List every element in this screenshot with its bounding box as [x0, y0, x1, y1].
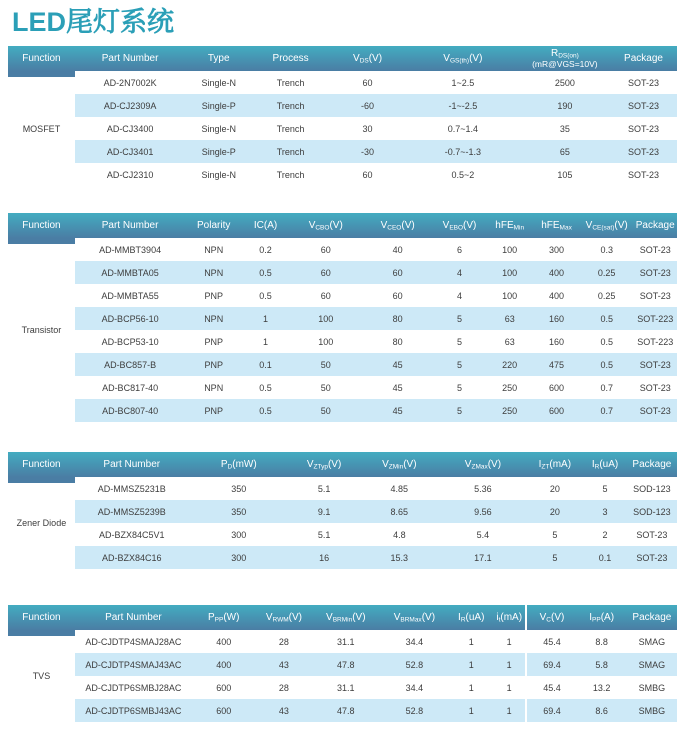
cell: 105 — [520, 163, 610, 186]
cell: 400 — [533, 284, 580, 307]
cell: SOT-23 — [633, 353, 677, 376]
cell: 300 — [189, 523, 289, 546]
cell: 28 — [256, 676, 313, 699]
cell: AD-MMBTA05 — [75, 261, 185, 284]
cell: 65 — [520, 140, 610, 163]
page-title: LED尾灯系统 — [12, 7, 174, 37]
cell: 100 — [289, 330, 363, 353]
table-row — [8, 500, 677, 523]
cell: 2 — [583, 523, 626, 546]
table-row — [8, 353, 677, 376]
cell: 63 — [486, 307, 533, 330]
cell: 1 — [242, 330, 289, 353]
column-header: IC(A) — [242, 213, 289, 238]
cell: 400 — [192, 630, 256, 653]
column-header: Type — [185, 46, 252, 71]
column-header: $I_{PP}(A)$ — [577, 605, 627, 630]
cell: SOT-23 — [633, 284, 677, 307]
cell: 0.5 — [580, 307, 634, 330]
cell: 0.5 — [242, 284, 289, 307]
cell: 43 — [256, 653, 313, 676]
column-header: $I_{ZT}(mA)$ — [526, 452, 583, 477]
cell: 1 — [493, 676, 526, 699]
cell: AD-BC817-40 — [75, 376, 185, 399]
table-row — [8, 676, 677, 699]
cell: 50 — [289, 376, 363, 399]
cell: 0.2 — [242, 238, 289, 261]
cell: 0.7 — [580, 376, 634, 399]
cell: SOT-23 — [633, 376, 677, 399]
cell: 5 — [433, 307, 487, 330]
cell: 350 — [189, 477, 289, 500]
cell: PNP — [185, 353, 242, 376]
cell: 35 — [520, 117, 610, 140]
cell: 9.1 — [289, 500, 359, 523]
column-header: hFE$_{Min}$ — [486, 213, 533, 238]
cell: 4 — [433, 261, 487, 284]
cell: 160 — [533, 330, 580, 353]
column-header: $V_{CBO}(V)$ — [289, 213, 363, 238]
cell: 60 — [289, 261, 363, 284]
cell: AD-CJDTP6SMBJ43AC — [75, 699, 192, 722]
cell: 0.5 — [242, 376, 289, 399]
cell: NPN — [185, 261, 242, 284]
cell: Single-N — [185, 71, 252, 94]
column-header: Process — [252, 46, 329, 71]
cell: SOT-23 — [633, 238, 677, 261]
table-row — [8, 546, 677, 569]
column-header: $P_D(mW)$ — [189, 452, 289, 477]
cell: 31.1 — [312, 676, 379, 699]
cell: AD-BC807-40 — [75, 399, 185, 422]
cell: 60 — [363, 261, 433, 284]
cell: 4 — [433, 284, 487, 307]
cell: 9.56 — [439, 500, 526, 523]
cell: AD-BZX84C5V1 — [75, 523, 189, 546]
cell: SOT-23 — [610, 94, 677, 117]
tvs-table-grid — [8, 605, 677, 722]
cell: 69.4 — [526, 653, 576, 676]
column-header: $V_{DS}(V)$ — [329, 46, 406, 71]
cell: 0.25 — [580, 284, 634, 307]
cell: 5 — [433, 353, 487, 376]
cell: AD-CJ3400 — [75, 117, 185, 140]
cell: AD-CJDTP4SMAJ43AC — [75, 653, 192, 676]
cell: -1~-2.5 — [406, 94, 520, 117]
cell: 60 — [329, 163, 406, 186]
cell: 28 — [256, 630, 313, 653]
cell: 50 — [289, 399, 363, 422]
cell: 13.2 — [577, 676, 627, 699]
cell: 100 — [486, 238, 533, 261]
column-header: Function — [8, 46, 75, 71]
cell: 4.85 — [359, 477, 439, 500]
cell: AD-BCP53-10 — [75, 330, 185, 353]
cell: Single-P — [185, 94, 252, 117]
column-header: Package — [633, 213, 677, 238]
cell: 400 — [533, 261, 580, 284]
column-header: $I_R(uA)$ — [583, 452, 626, 477]
cell: SMBG — [627, 676, 677, 699]
table-row — [8, 399, 677, 422]
cell: 0.7~1.4 — [406, 117, 520, 140]
cell: 400 — [192, 653, 256, 676]
cell: 60 — [363, 284, 433, 307]
column-header: hFE$_{Max}$ — [533, 213, 580, 238]
column-header: Part Number — [75, 213, 185, 238]
table-row — [8, 284, 677, 307]
cell: 30 — [329, 117, 406, 140]
cell: 0.5 — [242, 261, 289, 284]
tvs-table — [8, 605, 677, 722]
cell: 47.8 — [312, 699, 379, 722]
cell: 5 — [526, 523, 583, 546]
column-header: Package — [627, 605, 677, 630]
column-header: $V_{BRMax}(V)$ — [379, 605, 449, 630]
cell: -0.7~-1.3 — [406, 140, 520, 163]
table-row — [8, 699, 677, 722]
cell: 5.1 — [289, 523, 359, 546]
cell: SOT-23 — [627, 546, 677, 569]
table-row — [8, 630, 677, 653]
table-row — [8, 307, 677, 330]
cell: 1 — [449, 630, 492, 653]
cell: PNP — [185, 330, 242, 353]
cell: 20 — [526, 500, 583, 523]
column-header: $i_t(mA)$ — [493, 605, 526, 630]
cell: 52.8 — [379, 653, 449, 676]
cell: SMAG — [627, 630, 677, 653]
cell: SOT-23 — [633, 261, 677, 284]
cell: PNP — [185, 399, 242, 422]
table-row — [8, 71, 677, 94]
column-header: Part Number — [75, 605, 192, 630]
cell: 0.5~2 — [406, 163, 520, 186]
table-row — [8, 477, 677, 500]
cell: Trench — [252, 117, 329, 140]
cell: 8.6 — [577, 699, 627, 722]
cell: 31.1 — [312, 630, 379, 653]
cell: 80 — [363, 307, 433, 330]
cell: NPN — [185, 238, 242, 261]
cell: 0.1 — [242, 353, 289, 376]
cell: AD-CJ2310 — [75, 163, 185, 186]
cell: 45.4 — [526, 630, 576, 653]
cell: 100 — [289, 307, 363, 330]
zener-diode-table-grid — [8, 452, 677, 569]
cell: 1 — [449, 653, 492, 676]
cell: SOT-23 — [610, 163, 677, 186]
cell: SOT-23 — [627, 523, 677, 546]
cell: Trench — [252, 140, 329, 163]
cell: 1 — [493, 653, 526, 676]
cell: 600 — [533, 376, 580, 399]
cell: 5 — [583, 477, 626, 500]
cell: 69.4 — [526, 699, 576, 722]
cell: 2500 — [520, 71, 610, 94]
cell: 350 — [189, 500, 289, 523]
column-header: $V_{RWM}(V)$ — [256, 605, 313, 630]
cell: AD-CJ3401 — [75, 140, 185, 163]
cell: 250 — [486, 399, 533, 422]
cell: 80 — [363, 330, 433, 353]
cell: 1 — [493, 699, 526, 722]
cell: 600 — [192, 699, 256, 722]
cell: 5 — [433, 376, 487, 399]
cell: PNP — [185, 284, 242, 307]
cell: 5.1 — [289, 477, 359, 500]
cell: 45 — [363, 399, 433, 422]
cell: AD-2N7002K — [75, 71, 185, 94]
cell: AD-CJDTP6SMBJ28AC — [75, 676, 192, 699]
cell: 43 — [256, 699, 313, 722]
table-row — [8, 376, 677, 399]
cell: 52.8 — [379, 699, 449, 722]
cell: 300 — [189, 546, 289, 569]
cell: 5 — [433, 399, 487, 422]
cell: 40 — [363, 238, 433, 261]
cell: 6 — [433, 238, 487, 261]
cell: 60 — [289, 284, 363, 307]
cell: 1 — [449, 676, 492, 699]
column-header: Polarity — [185, 213, 242, 238]
cell: Trench — [252, 94, 329, 117]
transistor-table-grid — [8, 213, 677, 422]
cell: 50 — [289, 353, 363, 376]
cell: 0.5 — [580, 353, 634, 376]
column-header: Part Number — [75, 452, 189, 477]
cell: SOT-223 — [633, 307, 677, 330]
cell: 1 — [493, 630, 526, 653]
column-header: $I_R(uA)$ — [449, 605, 492, 630]
table-row — [8, 238, 677, 261]
cell: -60 — [329, 94, 406, 117]
zener-diode-table — [8, 452, 677, 569]
cell: AD-BCP56-10 — [75, 307, 185, 330]
function-cell: MOSFET — [8, 71, 75, 186]
function-cell: TVS — [8, 630, 75, 722]
cell: 600 — [533, 399, 580, 422]
cell: 160 — [533, 307, 580, 330]
cell: 5.36 — [439, 477, 526, 500]
cell: AD-BC857-B — [75, 353, 185, 376]
column-header: $V_{EBO}(V)$ — [433, 213, 487, 238]
cell: NPN — [185, 307, 242, 330]
cell: 600 — [192, 676, 256, 699]
cell: 5.8 — [577, 653, 627, 676]
cell: 45.4 — [526, 676, 576, 699]
column-header: $P_{PP}(W)$ — [192, 605, 256, 630]
cell: 34.4 — [379, 630, 449, 653]
cell: SMBG — [627, 699, 677, 722]
cell: 0.5 — [580, 330, 634, 353]
cell: 8.8 — [577, 630, 627, 653]
column-header: $V_{ZTyp}(V)$ — [289, 452, 359, 477]
cell: SOT-23 — [633, 399, 677, 422]
table-row — [8, 163, 677, 186]
cell: 100 — [486, 284, 533, 307]
cell: AD-MMSZ5239B — [75, 500, 189, 523]
cell: Trench — [252, 163, 329, 186]
cell: 15.3 — [359, 546, 439, 569]
cell: SMAG — [627, 653, 677, 676]
table-row — [8, 140, 677, 163]
cell: 1 — [449, 699, 492, 722]
cell: 16 — [289, 546, 359, 569]
table-row — [8, 523, 677, 546]
cell: Trench — [252, 71, 329, 94]
cell: 0.1 — [583, 546, 626, 569]
cell: 5 — [433, 330, 487, 353]
column-header: $V_{CE(sat)}(V)$ — [580, 213, 634, 238]
cell: AD-MMBTA55 — [75, 284, 185, 307]
cell: 475 — [533, 353, 580, 376]
cell: SOD-123 — [627, 477, 677, 500]
cell: AD-CJ2309A — [75, 94, 185, 117]
cell: 3 — [583, 500, 626, 523]
cell: SOT-223 — [633, 330, 677, 353]
cell: 4.8 — [359, 523, 439, 546]
mosfet-table-grid — [8, 46, 677, 186]
table-row — [8, 117, 677, 140]
cell: AD-MMSZ5231B — [75, 477, 189, 500]
cell: 17.1 — [439, 546, 526, 569]
column-header: Package — [610, 46, 677, 71]
cell: AD-MMBT3904 — [75, 238, 185, 261]
column-header: $V_{CEO}(V)$ — [363, 213, 433, 238]
column-header: Package — [627, 452, 677, 477]
column-header: $V_{ZMin}(V)$ — [359, 452, 439, 477]
cell: 20 — [526, 477, 583, 500]
function-cell: Transistor — [8, 238, 75, 422]
cell: 47.8 — [312, 653, 379, 676]
cell: 8.65 — [359, 500, 439, 523]
cell: AD-BZX84C16 — [75, 546, 189, 569]
column-header: Function — [8, 452, 75, 477]
function-cell: Zener Diode — [8, 477, 75, 569]
cell: SOD-123 — [627, 500, 677, 523]
column-header: Function — [8, 605, 75, 630]
cell: 300 — [533, 238, 580, 261]
cell: -30 — [329, 140, 406, 163]
cell: 45 — [363, 376, 433, 399]
table-row — [8, 261, 677, 284]
column-header: $R_{DS(on)}$ (mR@VGS=10V) — [520, 46, 610, 71]
cell: 0.5 — [242, 399, 289, 422]
column-header: $V_{BRMin}(V)$ — [312, 605, 379, 630]
column-header: $V_{ZMax}(V)$ — [439, 452, 526, 477]
column-header: $V_{GS(th)}(V)$ — [406, 46, 520, 71]
cell: Single-N — [185, 163, 252, 186]
cell: 60 — [289, 238, 363, 261]
cell: 250 — [486, 376, 533, 399]
cell: SOT-23 — [610, 140, 677, 163]
cell: 100 — [486, 261, 533, 284]
cell: 0.25 — [580, 261, 634, 284]
cell: 5 — [526, 546, 583, 569]
column-header: Function — [8, 213, 75, 238]
cell: 220 — [486, 353, 533, 376]
cell: 190 — [520, 94, 610, 117]
table-row — [8, 94, 677, 117]
cell: SOT-23 — [610, 117, 677, 140]
mosfet-table — [8, 46, 677, 186]
column-header: Part Number — [75, 46, 185, 71]
cell: 45 — [363, 353, 433, 376]
cell: Single-N — [185, 117, 252, 140]
cell: 60 — [329, 71, 406, 94]
cell: Single-P — [185, 140, 252, 163]
cell: AD-CJDTP4SMAJ28AC — [75, 630, 192, 653]
cell: 0.7 — [580, 399, 634, 422]
cell: SOT-23 — [610, 71, 677, 94]
cell: 1~2.5 — [406, 71, 520, 94]
cell: NPN — [185, 376, 242, 399]
table-row — [8, 653, 677, 676]
cell: 34.4 — [379, 676, 449, 699]
transistor-table — [8, 213, 677, 422]
table-row — [8, 330, 677, 353]
cell: 0.3 — [580, 238, 634, 261]
cell: 1 — [242, 307, 289, 330]
cell: 63 — [486, 330, 533, 353]
cell: 5.4 — [439, 523, 526, 546]
column-header: $V_C(V)$ — [526, 605, 576, 630]
